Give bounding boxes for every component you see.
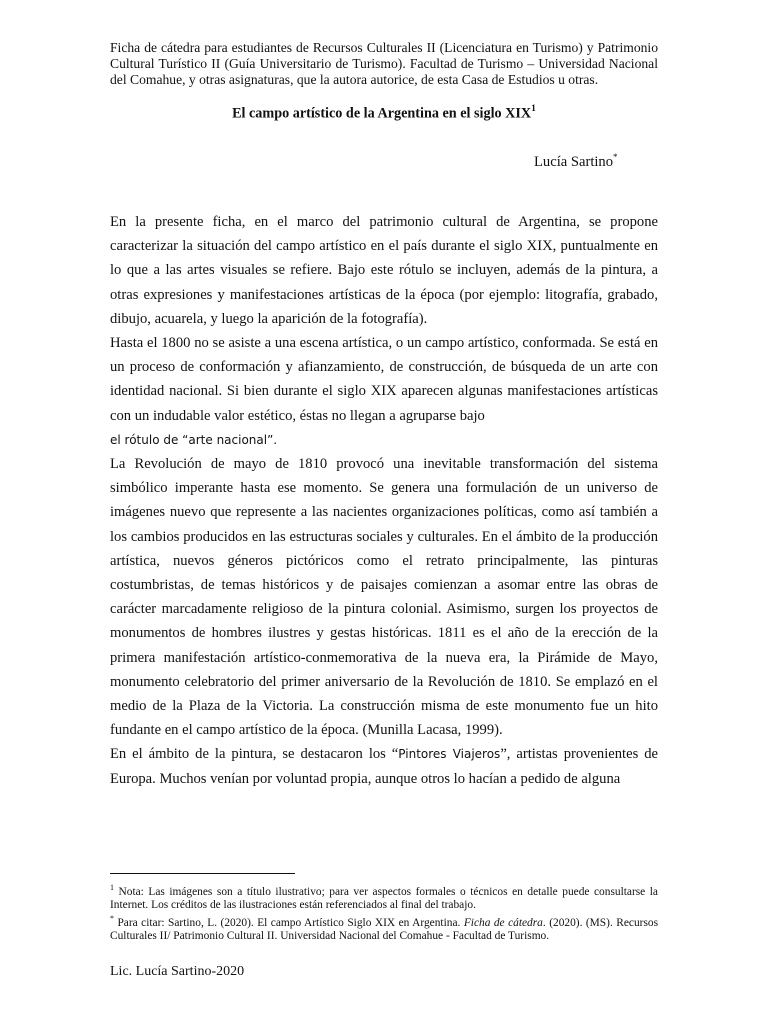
paragraph-2-text: Hasta el 1800 no se asiste a una escena artística, o un campo artístico, conformada. Se está en un proceso de conformación y afianzamiento, de construcción, de búsqueda de un arte con identidad nacional. Si bien durante el siglo XIX aparecen algunas manifestaciones artísticas con un indudable valor estético, éstas no llegan a agruparse bajo xyxy=(110,335,658,424)
paragraph-2 xyxy=(110,331,658,452)
footnote-2-mark: * xyxy=(110,913,114,923)
title-text: El campo artístico de la Argentina en el siglo XIX xyxy=(232,105,532,122)
footnote-2-italic: Ficha de cátedra xyxy=(463,916,543,929)
pintores-viajeros-term: Pintores Viajeros xyxy=(398,747,501,762)
paragraph-4-start: En el ámbito de la pintura, se destacaron los “ xyxy=(110,746,399,763)
author-footnote-mark: * xyxy=(613,152,618,162)
paragraph-1: En la presente ficha, en el marco del patrimonio cultural de Argentina, se propone caracterizar la situación del campo artístico en el país durante el siglo XIX, puntualmente en lo que a las artes visuales se refiere. Bajo este rótulo se incluyen, además de la pintura, a otras expresiones y manifestaciones artísticas de la época (por ejemplo: litografía, grabado, dibujo, acuarela, y luego la aparición de la fotografía). xyxy=(110,214,658,327)
body-text xyxy=(110,210,658,791)
paragraph-2-tail: el rótulo de “arte nacional”. xyxy=(110,432,278,447)
header-note: Ficha de cátedra para estudiantes de Recursos Culturales II (Licenciatura en Turismo) y Patrimonio Cultural Turístico II (Guía Universitario de Turismo). Facultad de Turismo – Universidad Nacional del Comahue, y otras asignaturas, que la autora autorice, de esta Casa de Estudios u otras. xyxy=(110,40,658,87)
footnote-2-text-a: Para citar: Sartino, L. (2020). El campo Artístico Siglo XIX en Argentina. xyxy=(114,916,464,929)
page-footer: Lic. Lucía Sartino-2020 xyxy=(110,964,245,979)
footnote-1-mark: 1 xyxy=(110,883,114,892)
title-footnote-mark: 1 xyxy=(531,104,536,114)
author-line xyxy=(534,152,618,171)
paragraph-3: La Revolución de mayo de 1810 provocó una inevitable transformación del sistema simbólico imperante hasta ese momento. Se genera una formulación de un universo de imágenes nuevo que represente a las nacientes organizaciones políticas, como así también a los cambios producidos en las estructuras sociales y culturales. En el ámbito de la producción artística, nuevos géneros pictóricos como el retrato principalmente, las pinturas costumbristas, de temas históricos y de paisajes comienzan a asomar entre las obras de carácter marcadamente religioso de la pintura colonial. Asimismo, surgen los proyectos de monumentos de hombres ilustres y gestas históricas. 1811 es el año de la erección de la primera manifestación artístico-conmemorativa de la nueva era, la Pirámide de Mayo, monumento celebratorio del primer aniversario de la Revolución de 1810. Se emplazó en el medio de la Plaza de la Victoria. La construcción misma de este monumento fue un hito fundante en el campo artístico de la época. (Munilla Lacasa, 1999). xyxy=(110,456,658,739)
paragraph-4-end: ”, artistas provenientes de Europa. Muchos venían por voluntad propia, aunque otros lo hacían a pedido de alguna xyxy=(110,746,659,787)
footnote-2-text-b: . (2020). (MS). Recursos Culturales II/ Patrimonio Cultural II. Universidad Nacional del Comahue - Facultad de Turismo. xyxy=(110,916,659,942)
page-title xyxy=(0,105,768,123)
footnote-2 xyxy=(110,912,658,943)
paragraph-4 xyxy=(110,742,658,790)
footnote-divider xyxy=(110,873,295,874)
footnote-1 xyxy=(110,881,658,912)
author-name: Lucía Sartino xyxy=(534,153,614,170)
footnote-1-text: Nota: Las imágenes son a título ilustrativo; para ver aspectos formales o técnicos en detalle puede consultarse la Internet. Los créditos de las ilustraciones están referenciados al final del trabajo. xyxy=(110,885,658,911)
footnotes xyxy=(110,881,658,943)
